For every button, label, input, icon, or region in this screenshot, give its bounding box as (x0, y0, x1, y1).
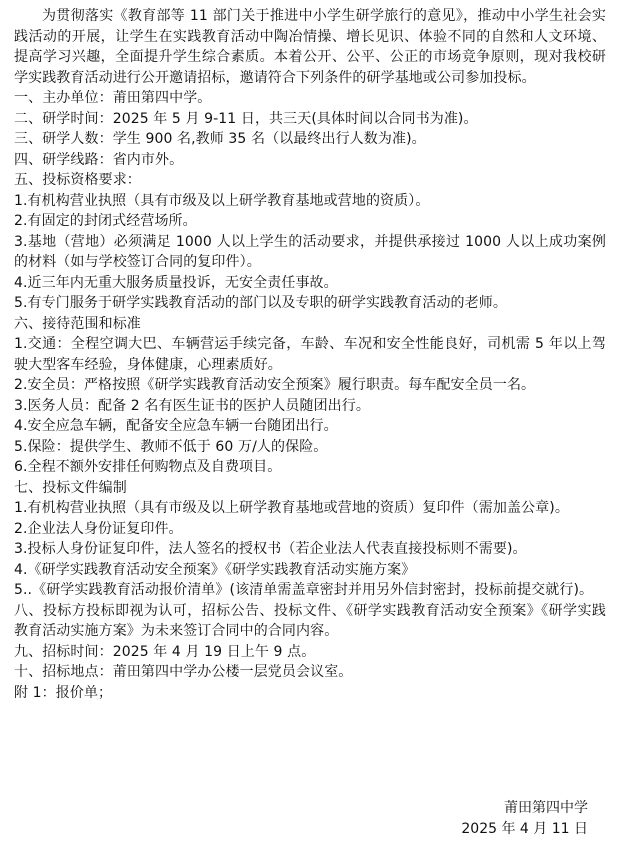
intro-paragraph: 为贯彻落实《教育部等 11 部门关于推进中小学生研学旅行的意见》，推动中小学生社会实践活动的开展，让学生在实践教育活动中陶冶情操、增长见识、体验不同的自然和人文环境、提高学习兴趣，全面提升学生综合素质。本着公开、公平、公正的市场竞争原则，现对我校研学实践教育活动进行公开邀请招标，邀请符合下列条件的研学基地或公司参加投标。 (14, 8, 606, 86)
qualification-4: 4.近三年内无重大服务质量投诉，无安全责任事故。 (14, 274, 338, 291)
item-acceptance: 八、投标方投标即视为认可，招标公告、投标文件、《研学实践教育活动安全预案》《研学实践教育活动实施方案》为未来签订合同中的合同内容。 (14, 602, 606, 639)
signature-date: 2025 年 4 月 11 日 (461, 821, 588, 837)
qualification-3: 3.基地（营地）必须满足 1000 人以上学生的活动要求，并提供承接过 1000 人以上成功案例的材料（如与学校签订合同的复印件）。 (14, 233, 606, 270)
qualification-1: 1.有机构营业执照（具有市级及以上研学教育基地或营地的资质）。 (14, 192, 430, 209)
qualification-5: 5.有专门服务于研学实践教育活动的部门以及专职的研学实践教育活动的老师。 (14, 295, 507, 311)
document-body (14, 6, 606, 703)
reception-1: 1.交通：全程空调大巴、车辆营运手续完备，车龄、车况和安全性能良好，司机需 5 年以上驾驶大型客车经验，身体健康，心理素质好。 (14, 336, 606, 373)
bid-doc-4: 4.《研学实践教育活动安全预案》《研学实践教育活动实施方案》 (14, 561, 416, 578)
item-participants: 三、研学人数：学生 900 名,教师 35 名（以最终出行人数为准)。 (14, 131, 426, 147)
item-organizer: 一、主办单位：莆田第四中学。 (14, 90, 212, 106)
item-route: 四、研学线路：省内市外。 (14, 151, 184, 168)
attachment-note: 附 1：报价单； (14, 684, 113, 701)
item-bid-location: 十、招标地点：莆田第四中学办公楼一层党员会议室。 (14, 664, 353, 680)
signature-school: 莆田第四中学 (504, 800, 588, 816)
reception-5: 5.保险：提供学生、教师不低于 60 万/人的保险。 (14, 438, 328, 455)
reception-3: 3.医务人员：配备 2 名有医生证书的医护人员随团出行。 (14, 397, 370, 414)
reception-4: 4.安全应急车辆，配备安全应急车辆一台随团出行。 (14, 418, 338, 434)
signature-block (461, 798, 588, 840)
reception-6: 6.全程不额外安排任何购物点及自费项目。 (14, 459, 282, 475)
qualification-2: 2.有固定的封闭式经营场所。 (14, 213, 197, 229)
bid-doc-1: 1.有机构营业执照（具有市级及以上研学教育基地或营地的资质）复印件（需加盖公章)。 (14, 500, 569, 516)
bid-doc-3: 3.投标人身份证复印件，法人签名的授权书（若企业法人代表直接投标则不需要)。 (14, 541, 527, 557)
section-reception-heading: 六、接待范围和标准 (14, 315, 141, 332)
reception-2: 2.安全员：严格按照《研学实践教育活动安全预案》履行职责。每车配安全员一名。 (14, 377, 536, 393)
bid-doc-2: 2.企业法人身份证复印件。 (14, 520, 183, 537)
section-bid-docs-heading: 七、投标文件编制 (14, 479, 127, 496)
section-qualification-heading: 五、投标资格要求： (14, 172, 141, 188)
bid-doc-5: 5..《研学实践教育活动报价清单》(该清单需盖章密封并用另外信封密封，投标前提交就行)。 (14, 582, 594, 598)
item-study-time: 二、研学时间：2025 年 5 月 9-11 日，共三天(具体时间以合同书为准)。 (14, 110, 478, 127)
item-bid-time: 九、招标时间：2025 年 4 月 19 日上午 9 点。 (14, 643, 316, 660)
